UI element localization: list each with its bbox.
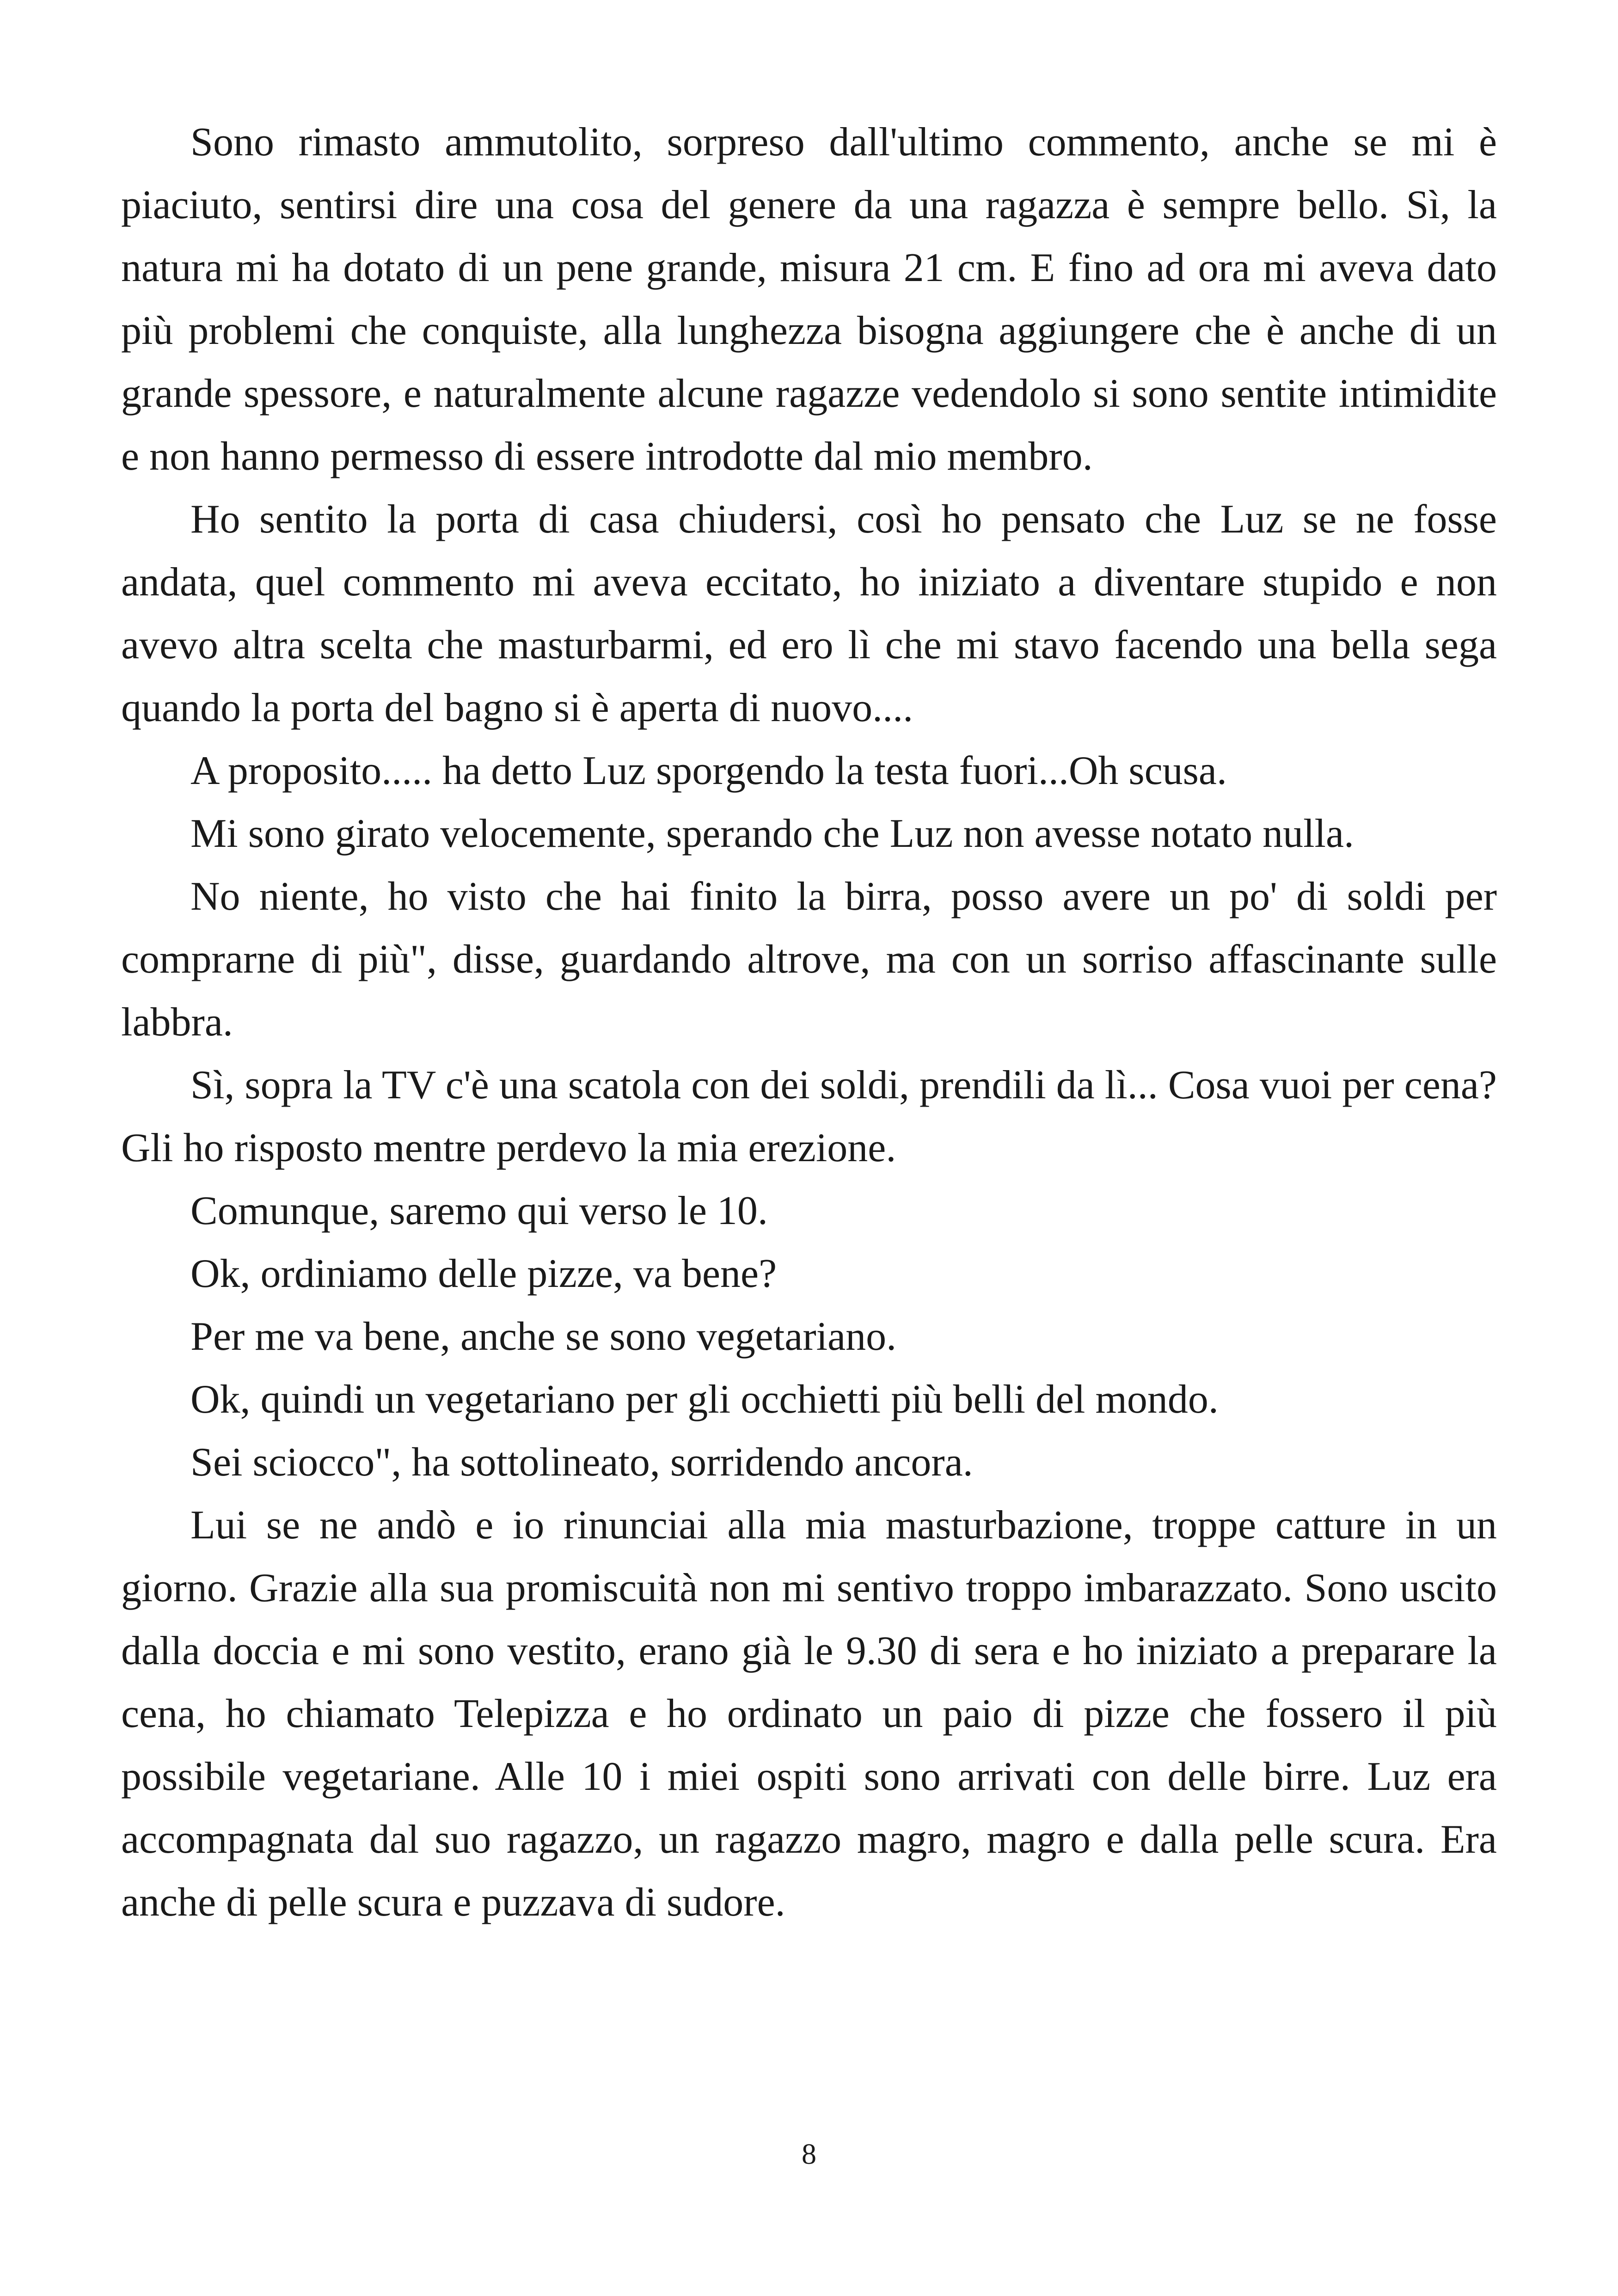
paragraph: Sono rimasto ammutolito, sorpreso dall'ultimo commento, anche se mi è piaciuto, sentirsi dire una cosa del genere da una ragazza è sempre bello. Sì, la natura mi ha dotato di un pene grande, misura 21 cm. E fino ad ora mi aveva dato più problemi che conquiste, alla lunghezza bisogna aggiungere che è anche di un grande spessore, e naturalmente alcune ragazze vedendolo si sono sentite intimidite e non hanno permesso di essere introdotte dal mio membro.	[121, 120, 1497, 479]
paragraph: Ho sentito la porta di casa chiudersi, così ho pensato che Luz se ne fosse andata, quel commento mi aveva eccitato, ho iniziato a diventare stupido e non avevo altra scelta che masturbarmi, ed ero lì che mi stavo facendo una bella sega quando la porta del bagno si è aperta di nuovo....	[121, 497, 1497, 730]
paragraph: A proposito..... ha detto Luz sporgendo la testa fuori...Oh scusa.	[190, 748, 1227, 793]
paragraph: No niente, ho visto che hai finito la birra, posso avere un po' di soldi per comprarne di più", disse, guardando altrove, ma con un sorriso affascinante sulle labbra.	[121, 874, 1497, 1045]
body-text	[121, 111, 1497, 1934]
paragraph: Mi sono girato velocemente, sperando che Luz non avesse notato nulla.	[190, 811, 1354, 856]
paragraph: Comunque, saremo qui verso le 10.	[190, 1188, 768, 1233]
paragraph: Ok, ordiniamo delle pizze, va bene?	[190, 1251, 777, 1296]
paragraph: Lui se ne andò e io rinunciai alla mia masturbazione, troppe catture in un giorno. Grazie alla sua promiscuità non mi sentivo troppo imbarazzato. Sono uscito dalla doccia e mi sono vestito, erano già le 9.30 di sera e ho iniziato a preparare la cena, ho chiamato Telepizza e ho ordinato un paio di pizze che fossero il più possibile vegetariane. Alle 10 i miei ospiti sono arrivati con delle birre. Luz era accompagnata dal suo ragazzo, un ragazzo magro, magro e dalla pelle scura. Era anche di pelle scura e puzzava di sudore.	[121, 1503, 1497, 1925]
page-number: 8	[802, 2137, 816, 2170]
paragraph: Ok, quindi un vegetariano per gli occhietti più belli del mondo.	[190, 1377, 1219, 1422]
paragraph: Per me va bene, anche se sono vegetariano.	[190, 1314, 897, 1359]
paragraph: Sì, sopra la TV c'è una scatola con dei soldi, prendili da lì... Cosa vuoi per cena? Gli ho risposto mentre perdevo la mia erezione.	[121, 1063, 1497, 1170]
paragraph: Sei sciocco", ha sottolineato, sorridendo ancora.	[190, 1440, 973, 1485]
